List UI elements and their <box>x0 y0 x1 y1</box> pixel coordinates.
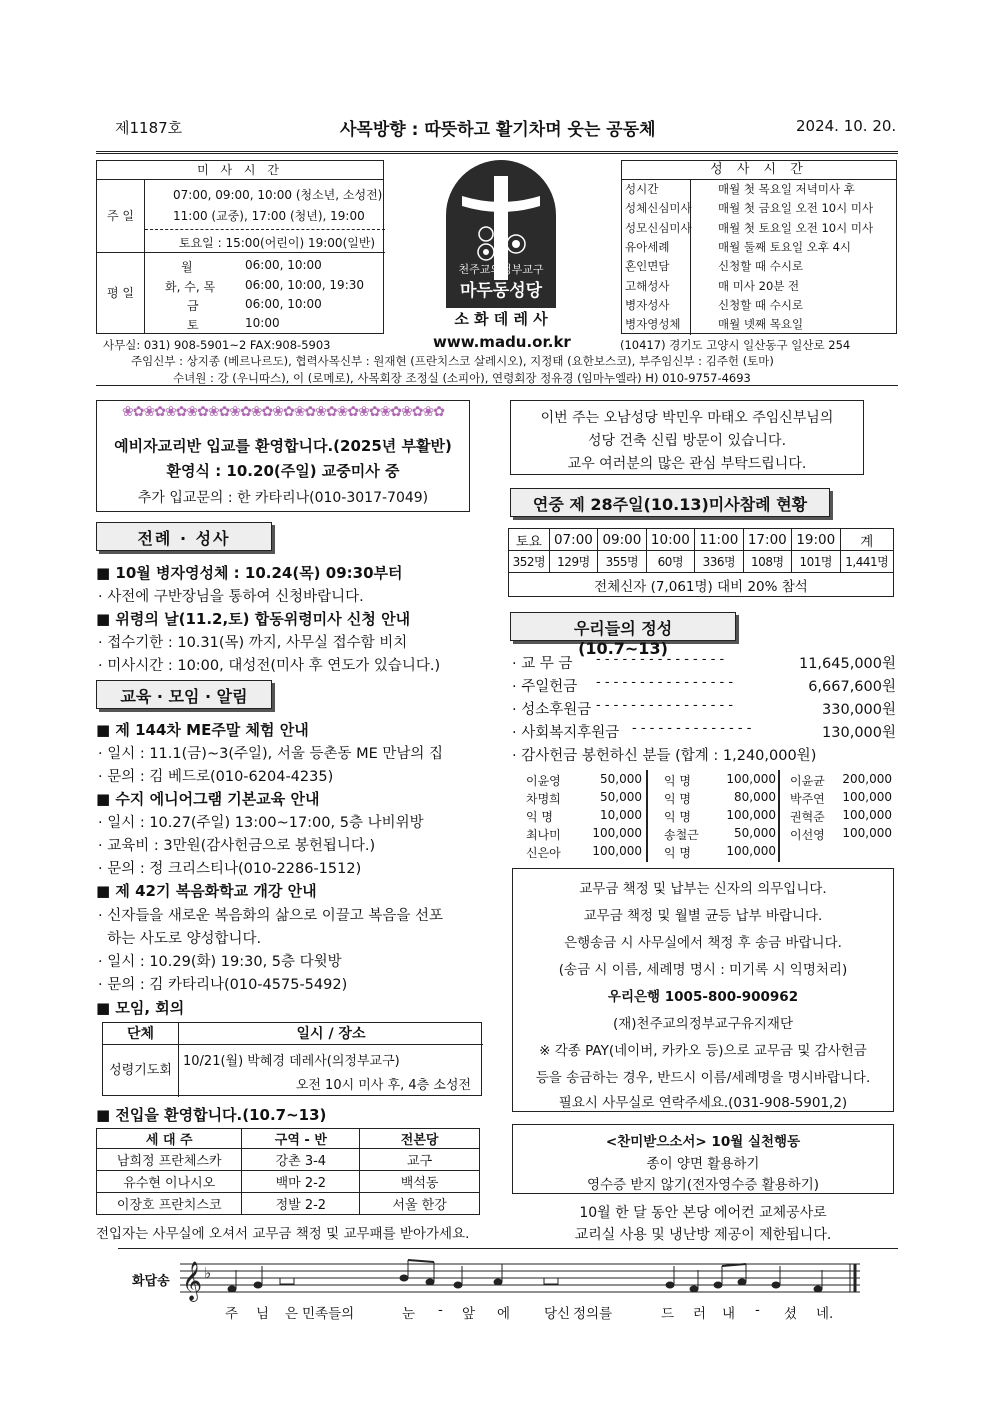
newcomers-head: ■ 전입을 환영합니다.(10.7~13) <box>96 1106 327 1124</box>
attendance-value-cell: 60명 <box>646 551 694 573</box>
donor-amount: 100,000 <box>842 790 892 804</box>
liturgy-item-1-head: ■ 10월 병자영성체 : 10.24(목) 09:30부터 <box>96 564 403 582</box>
laudato-line-1: 종이 양면 활용하기 <box>646 1156 760 1172</box>
weekday-day: 금 <box>187 299 199 313</box>
education-item-3-head: ■ 제 42기 복음화학교 개강 안내 <box>96 882 317 900</box>
svg-text:♭: ♭ <box>204 1264 212 1282</box>
diocese-name: 천주교의정부교구 <box>458 263 544 276</box>
account-holder: (재)천주교의정부교구유지재단 <box>612 1016 794 1032</box>
laudato-si-box <box>512 1124 894 1194</box>
meetings-heading: 모임, 회의 <box>115 999 185 1017</box>
sacrament-time: 매 미사 20분 전 <box>718 278 800 293</box>
newcomer-name: 유수현 이나시오 <box>97 1171 242 1193</box>
table-row <box>97 1171 480 1193</box>
attendance-header-cell: 17:00 <box>743 529 791 551</box>
svg-text:𝄞: 𝄞 <box>182 1261 203 1301</box>
clergy-line: 주임신부 : 상지종 (베르나르도), 협력사목신부 : 원재현 (프란치스코 살레시오), 지정태 (요한보스코), 부주임신부 : 김주헌 (토마) <box>131 354 774 368</box>
attendance-value-cell: 1,441명 <box>840 551 894 573</box>
newcomer-district: 정발 2-2 <box>242 1193 360 1215</box>
offering-dashes: - - - - - - - - - - - - - - - - <box>596 698 734 713</box>
donor-amount: 50,000 <box>600 790 642 804</box>
lyric-syllable: 님 <box>256 1306 270 1322</box>
sacrament-times-title: 성 사 시 간 <box>622 161 896 180</box>
attendance-header-cell: 토요 <box>509 529 550 551</box>
lyric-syllable: 셨 <box>784 1306 798 1322</box>
newcomers-note: 전입자는 사무실에 오셔서 교무금 책정 및 교무패를 받아가세요. <box>96 1226 470 1242</box>
lyric-syllable: 은 <box>285 1306 299 1322</box>
newcomer-previous: 교구 <box>360 1149 480 1171</box>
duty-line-4: (송금 시 이름, 세례명 명시 : 미기록 시 익명처리) <box>558 962 848 978</box>
sacrament-time: 매월 첫 금요일 오전 10시 미사 <box>718 201 874 216</box>
attendance-summary: 전체신자 (7,061명) 대비 20% 참석 <box>509 573 894 597</box>
donor-amount: 100,000 <box>726 808 776 822</box>
newcomer-previous: 서울 한강 <box>360 1193 480 1215</box>
edu-2-line-1: · 일시 : 10.27(주일) 13:00~17:00, 5층 나비위방 <box>98 815 424 831</box>
liturgy-item-2-head: ■ 위령의 날(11.2,토) 합동위령미사 신청 안내 <box>96 610 411 628</box>
parish-address: (10417) 경기도 고양시 일산동구 일산로 254 <box>620 338 851 352</box>
newcomer-district: 백마 2-2 <box>242 1171 360 1193</box>
weekday-day: 화, 수, 목 <box>165 280 216 294</box>
sacrament-time: 매월 첫 목요일 저녁미사 후 <box>718 182 855 196</box>
priest-visit-box <box>510 400 864 475</box>
weekday-label: 평 일 <box>97 253 145 333</box>
donor-amount: 100,000 <box>726 844 776 858</box>
donor-name: 신은아 <box>526 846 561 860</box>
welcome-line-1: 예비자교리반 입교를 환영합니다.(2025년 부활반) <box>114 437 452 455</box>
psalm-rule <box>118 1248 898 1249</box>
offering-label: · 주일헌금 <box>512 679 578 695</box>
offering-dashes: - - - - - - - - - - - - - - <box>632 721 752 736</box>
enneagram-heading: 수지 에니어그램 기본교육 안내 <box>115 790 320 808</box>
office-contact: 사무실: 031) 908-5901~2 FAX:908-5903 <box>103 338 331 352</box>
weekday-time: 06:00, 10:00 <box>245 258 322 272</box>
attendance-value-cell: 108명 <box>743 551 791 573</box>
offering-amount: 6,667,600원 <box>808 679 896 695</box>
newcomers-col-head: 세 대 주 <box>97 1129 242 1149</box>
liturgy-item-2-line-1: · 접수기한 : 10.31(목) 까지, 사무실 접수함 비치 <box>98 635 408 651</box>
meeting-group: 성령기도회 <box>103 1045 179 1097</box>
laudato-line-2: 영수증 받지 않기(전자영수증 활용하기) <box>586 1177 820 1193</box>
attendance-value-cell: 101명 <box>792 551 840 573</box>
newcomer-name: 남희정 프란체스카 <box>97 1149 242 1171</box>
all-souls-heading: 위령의 날(11.2,토) 합동위령미사 신청 안내 <box>115 610 411 628</box>
sacrament-name: 병자성사 <box>625 297 670 312</box>
sacrament-name: 병자영성체 <box>625 317 681 332</box>
liturgy-section-tag: 전례 · 성사 <box>96 522 272 551</box>
sick-communion-heading: 10월 병자영성체 : 10.24(목) 09:30부터 <box>115 564 403 582</box>
offering-label: · 사회복지후원금 <box>512 725 620 741</box>
offering-label: · 교 무 금 <box>512 656 573 672</box>
thanks-offering-head: · 감사헌금 봉헌하신 분들 (합계 : 1,240,000원) <box>512 748 817 764</box>
donor-name: 익 명 <box>664 810 691 824</box>
saturday-line: 토요일 : 15:00(어린이) 19:00(일반) <box>179 236 376 250</box>
website-link[interactable]: www.madu.or.kr <box>433 333 571 351</box>
sacrament-name: 고해성사 <box>625 278 670 293</box>
donor-amount: 100,000 <box>842 826 892 840</box>
donor-amount: 100,000 <box>842 808 892 822</box>
donor-name: 이윤영 <box>526 774 561 788</box>
lyric-syllable: 눈 <box>402 1306 416 1322</box>
newcomer-previous: 백석동 <box>360 1171 480 1193</box>
sacrament-time: 매월 첫 토요일 오전 10시 미사 <box>718 220 874 235</box>
lyric-syllable: 정의를 <box>573 1306 613 1322</box>
weekday-time: 10:00 <box>245 316 280 330</box>
sunday-label: 주 일 <box>97 179 145 253</box>
offering-dashes: - - - - - - - - - - - - - - - - <box>596 675 734 690</box>
offering-section-tag: 우리들의 정성 (10.7~13) <box>510 612 736 641</box>
lyric-syllable: 민족들의 <box>302 1306 355 1322</box>
welcome-line-3: 추가 입교문의 : 한 카타리나(010-3017-7049) <box>137 490 429 506</box>
sacrament-time: 매월 넷째 목요일 <box>718 317 804 332</box>
sunday-line-2: 11:00 (교중), 17:00 (청년), 19:00 <box>173 209 365 223</box>
parish-name: 마두동성당 <box>459 281 543 301</box>
laudato-title: <찬미받으소서> 10월 실천행동 <box>605 1134 801 1150</box>
sacrament-time: 신청할 때 수시로 <box>718 297 804 312</box>
attendance-header-cell: 07:00 <box>549 529 597 551</box>
me-weekend-heading: 제 144차 ME주말 체험 안내 <box>115 721 309 739</box>
pay-note-2: 등을 송금하는 경우, 반드시 이름/세례명을 명시바랍니다. <box>535 1070 871 1086</box>
attendance-value-cell: 355명 <box>598 551 646 573</box>
edu-3-line-3: · 일시 : 10.29(화) 19:30, 5층 다윗방 <box>98 954 342 970</box>
duty-line-2: 교무금 책정 및 월별 균등 납부 바랍니다. <box>583 908 823 924</box>
offering-amount: 330,000원 <box>822 702 896 718</box>
duty-line-1: 교무금 책정 및 납부는 신자의 의무입니다. <box>579 881 827 897</box>
weekday-day: 월 <box>181 260 193 274</box>
donor-name: 익 명 <box>664 774 691 788</box>
newcomers-col-previous: 전본당 <box>360 1129 480 1149</box>
donor-name: 송철근 <box>664 828 699 842</box>
meeting-detail-1: 10/21(월) 박혜경 데레사(의정부교구) <box>183 1054 400 1069</box>
donor-name: 차명희 <box>526 792 561 806</box>
tithe-duty-box <box>512 868 894 1112</box>
edu-2-line-2: · 교육비 : 3만원(감사헌금으로 봉헌됩니다.) <box>98 838 376 854</box>
edu-1-line-2: · 문의 : 김 베드로(010-6204-4235) <box>98 769 334 785</box>
weekday-day: 토 <box>187 318 199 332</box>
edu-2-line-3: · 문의 : 정 크리스티나(010-2286-1512) <box>98 861 362 877</box>
donor-amount: 80,000 <box>734 790 776 804</box>
duty-line-3: 은행송금 시 사무실에서 책정 후 송금 바랍니다. <box>564 935 842 951</box>
donor-name: 이선영 <box>790 828 825 842</box>
donor-amount: 100,000 <box>726 772 776 786</box>
education-item-1-head: ■ 제 144차 ME주말 체험 안내 <box>96 721 309 739</box>
offering-dashes: - - - - - - - - - - - - - - - <box>596 652 725 667</box>
attendance-header-row <box>509 529 894 551</box>
lyric-syllable: 내 <box>722 1306 736 1322</box>
liturgy-item-2-line-2: · 미사시간 : 10:00, 대성전(미사 후 연도가 있습니다.) <box>98 658 441 674</box>
donor-name: 최나미 <box>526 828 561 842</box>
edu-3-line-4: · 문의 : 김 카타리나(010-4575-5492) <box>98 977 348 993</box>
psalm-label: 화답송 <box>132 1274 170 1289</box>
donor-amount: 100,000 <box>592 826 642 840</box>
newcomer-district: 강촌 3-4 <box>242 1149 360 1171</box>
lyric-syllable: 앞 <box>462 1306 476 1322</box>
staff-line: 수녀원 : 강 (우니따스), 이 (로메로), 사목회장 조정실 (소피아), 연령회장 정유경 (임마누엘라) H) 010-9757-4693 <box>173 371 751 385</box>
donor-amount: 50,000 <box>734 826 776 840</box>
offering-amount: 130,000원 <box>822 725 896 741</box>
pastoral-motto: 사목방향 : 따뜻하고 활기차며 웃는 공동체 <box>340 120 656 140</box>
attendance-header-cell: 11:00 <box>695 529 743 551</box>
bank-account: 우리은행 1005-800-900962 <box>607 989 799 1005</box>
table-row <box>97 1149 480 1171</box>
visit-line-1: 이번 주는 오남성당 박민우 마태오 주임신부님의 <box>540 410 834 426</box>
lyric-syllable: - <box>755 1302 760 1318</box>
lyric-syllable: 주 <box>225 1306 239 1322</box>
donor-column-rule <box>646 770 648 862</box>
attendance-table <box>508 528 894 597</box>
donor-amount: 100,000 <box>592 844 642 858</box>
weekday-time: 06:00, 10:00 <box>245 297 322 311</box>
attendance-value-row <box>509 551 894 573</box>
attendance-value-cell: 352명 <box>509 551 550 573</box>
meeting-table <box>102 1022 482 1096</box>
flower-border: ❀✿❀✿❀✿❀✿❀✿❀✿❀✿❀✿❀✿❀✿❀✿❀✿❀✿❀✿❀✿ <box>122 404 444 420</box>
sunday-line-1: 07:00, 09:00, 10:00 (청소년, 소성전) <box>173 188 383 202</box>
donor-amount: 10,000 <box>600 808 642 822</box>
donor-name: 박주연 <box>790 792 825 806</box>
attendance-header-cell: 계 <box>840 529 894 551</box>
lyric-syllable: 러 <box>693 1306 707 1322</box>
offering-label: · 성소후원금 <box>512 702 592 718</box>
sacrament-name: 유아세례 <box>625 239 670 254</box>
newcomers-table <box>96 1128 480 1215</box>
lyric-syllable: 에 <box>497 1306 511 1322</box>
catechumen-welcome-box <box>96 400 470 512</box>
attendance-value-cell: 129명 <box>549 551 597 573</box>
edu-1-line-1: · 일시 : 11.1(금)~3(주일), 서울 등촌동 ME 만남의 집 <box>98 746 444 762</box>
lyric-syllable: 드 <box>661 1306 675 1322</box>
issue-number: 제1187호 <box>115 119 183 137</box>
attendance-section-tag: 연중 제 28주일(10.13)미사참례 현황 <box>510 488 830 517</box>
liturgy-item-1-line: · 사전에 구반장님을 통하여 신청바랍니다. <box>98 589 364 605</box>
mass-times-box <box>96 160 384 334</box>
donor-name: 익 명 <box>664 792 691 806</box>
meeting-detail-2: 오전 10시 미사 후, 4층 소성전 <box>295 1078 471 1093</box>
attendance-header-cell: 09:00 <box>598 529 646 551</box>
attendance-header-cell: 10:00 <box>646 529 694 551</box>
meeting-header-group: 단체 <box>103 1023 179 1045</box>
sacrament-name: 성시간 <box>625 182 659 196</box>
visit-line-3: 교우 여러분의 많은 관심 부탁드립니다. <box>567 456 807 472</box>
sacrament-times-box <box>621 160 897 334</box>
sacrament-time: 신청할 때 수시로 <box>718 259 804 274</box>
edu-3-line-1: · 신자들을 새로운 복음화의 삶으로 이끌고 복음을 선포 <box>98 908 444 924</box>
parish-logo <box>446 160 556 308</box>
aircon-notice-1: 10월 한 달 동안 본당 에어컨 교체공사로 <box>579 1205 827 1221</box>
donor-name: 익 명 <box>664 846 691 860</box>
attendance-value-cell: 336명 <box>695 551 743 573</box>
education-item-4-head: ■ 모임, 회의 <box>96 999 185 1017</box>
psalm-staff <box>180 1256 864 1302</box>
lyric-syllable: 당신 <box>544 1306 571 1322</box>
lyric-syllable: 네. <box>816 1306 834 1322</box>
donor-name: 이윤균 <box>790 774 825 788</box>
table-row <box>97 1193 480 1215</box>
donor-amount: 50,000 <box>600 772 642 786</box>
donor-name: 익 명 <box>526 810 553 824</box>
education-item-2-head: ■ 수지 에니어그램 기본교육 안내 <box>96 790 320 808</box>
sacrament-name: 성모신심미사 <box>625 220 692 235</box>
newcomers-col-district: 구역 - 반 <box>242 1129 360 1149</box>
donor-amount: 200,000 <box>842 772 892 786</box>
education-section-tag: 교육 · 모임 · 알림 <box>96 680 272 709</box>
mass-times-title: 미 사 시 간 <box>97 161 383 180</box>
saturday-divider <box>145 229 385 230</box>
edu-3-line-2: 하는 사도로 양성합니다. <box>98 931 262 947</box>
pay-note-1: ※ 각종 PAY(네이버, 카카오 등)으로 교무금 및 감사헌금 <box>539 1043 867 1059</box>
visit-line-2: 성당 건축 신립 방문이 있습니다. <box>587 433 787 449</box>
issue-date: 2024. 10. 20. <box>796 117 897 135</box>
sacrament-time: 매월 둘째 토요일 오후 4시 <box>718 239 852 254</box>
donor-column-rule <box>778 770 780 862</box>
pay-note-3: 필요시 사무실로 연락주세요.(031-908-5901,2) <box>558 1095 848 1111</box>
evangelization-school-heading: 제 42기 복음화학교 개강 안내 <box>115 882 317 900</box>
weekday-time: 06:00, 10:00, 19:30 <box>245 278 365 292</box>
welcome-line-2: 환영식 : 10.20(주일) 교중미사 중 <box>166 462 400 480</box>
newcomers-heading: 전입을 환영합니다.(10.7~13) <box>115 1106 327 1124</box>
patron-saint: 소 화 데 레 사 <box>454 310 548 328</box>
meeting-header-time: 일시 / 장소 <box>179 1023 483 1045</box>
contact-rule <box>96 385 898 386</box>
lyric-syllable: - <box>438 1302 443 1318</box>
aircon-notice-2: 교리실 사용 및 냉난방 제공이 제한됩니다. <box>574 1227 832 1243</box>
attendance-header-cell: 19:00 <box>792 529 840 551</box>
donor-name: 권혁준 <box>790 810 825 824</box>
sunday-bottom-rule <box>145 252 385 253</box>
sacrament-name: 성체신심미사 <box>625 201 692 216</box>
newcomer-name: 이장호 프란치스코 <box>97 1193 242 1215</box>
header-rule <box>96 151 898 158</box>
sacrament-name: 혼인면담 <box>625 259 670 274</box>
offering-amount: 11,645,000원 <box>798 656 896 672</box>
